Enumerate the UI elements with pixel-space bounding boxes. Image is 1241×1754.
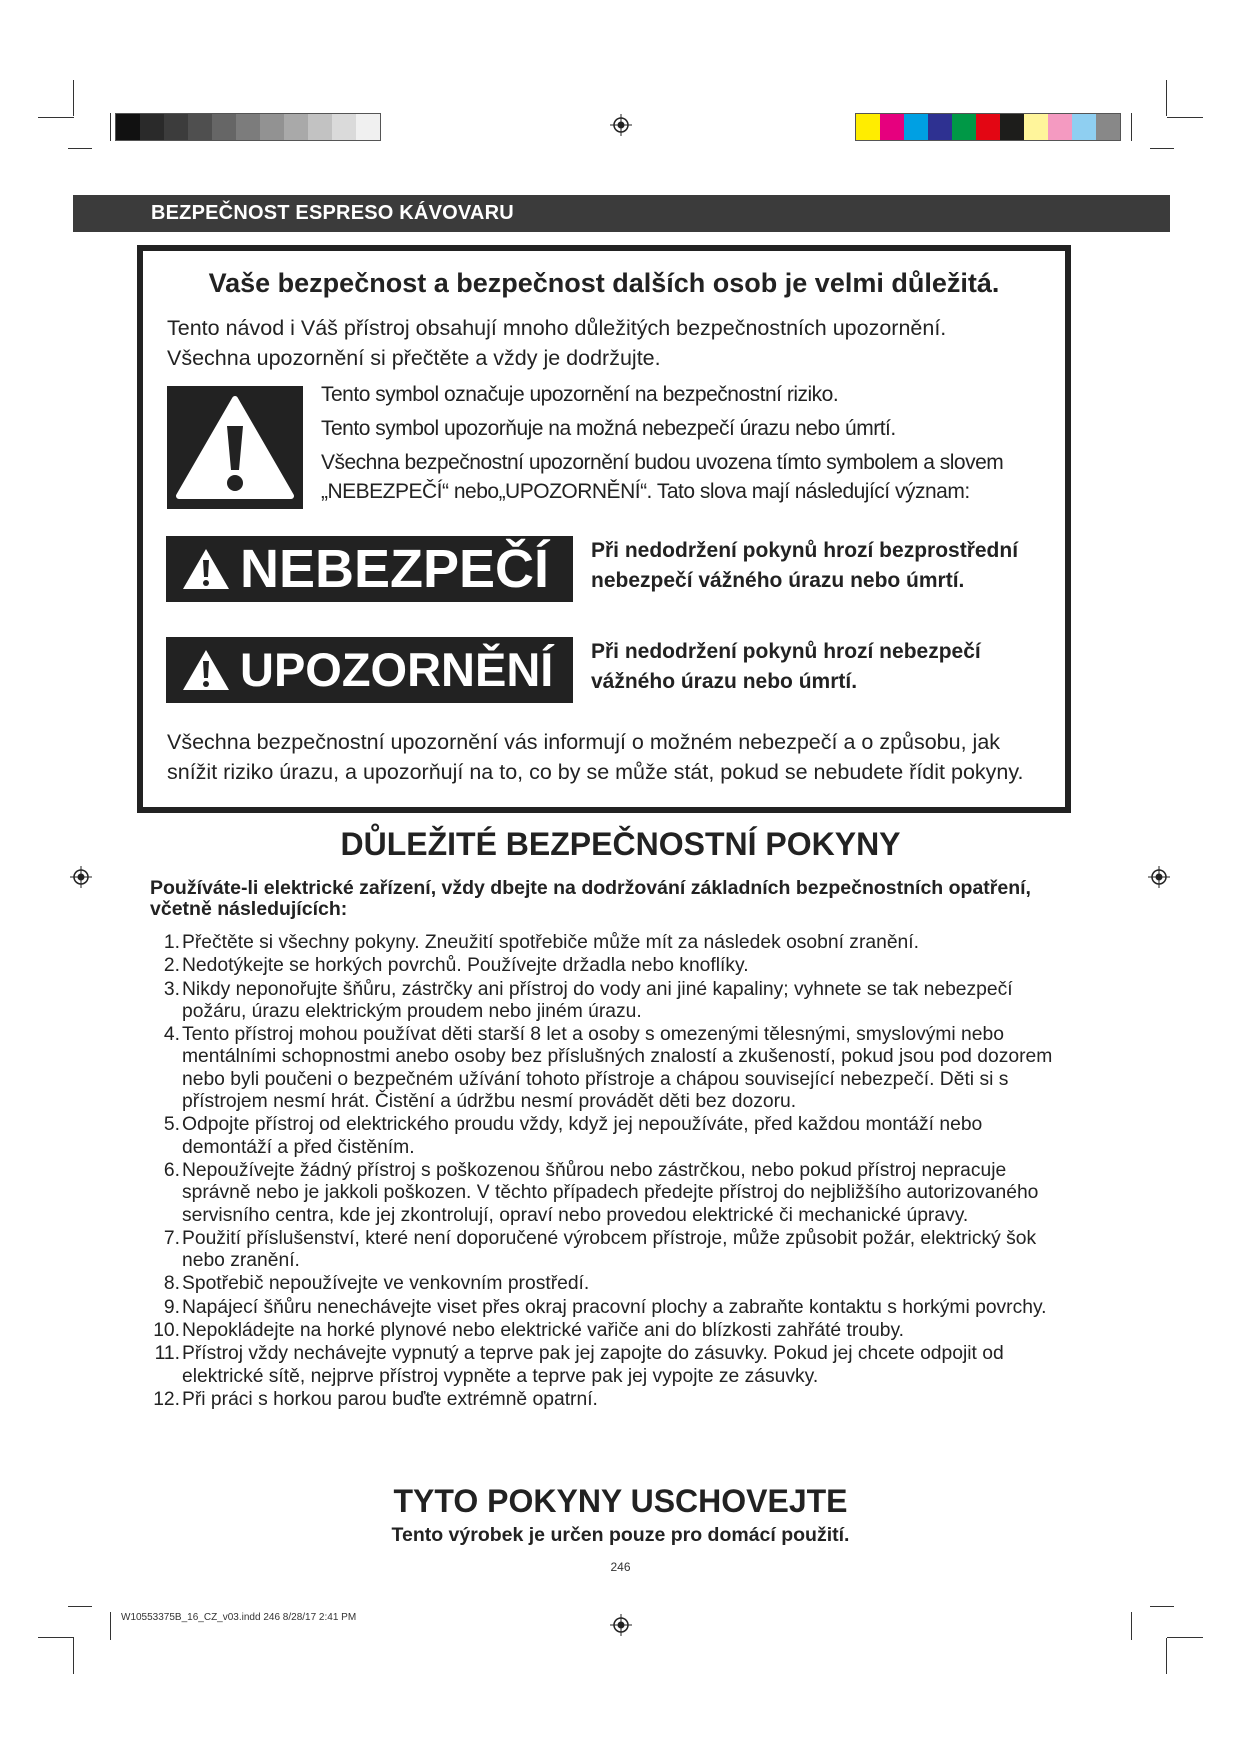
danger-signal-label [166, 536, 573, 602]
crop-mark [73, 1638, 74, 1674]
print-slug: W10553375B_16_CZ_v03.indd 246 8/28/17 2:41 PM [121, 1612, 357, 1623]
item-number: 7. [163, 1227, 180, 1249]
color-calibration-bar [855, 113, 1121, 141]
color-swatch [904, 114, 928, 140]
safety-alert-symbol [167, 386, 303, 509]
item-text: Spotřebič nepoužívejte ve venkovním prostředí. [182, 1273, 590, 1295]
item-text: Nepoužívejte žádný přístroj s poškozenou šňůrou nebo zástrčkou, nebo pokud přístroj nepracuje správně nebo je jakkoli poškozen. V těchto případech předejte přístroj do nejbližšího autorizovaného servisního centra, kde jej zkontrolují, opraví nebo provedou elektrické či mechanické úpravy. [182, 1159, 1039, 1226]
item-text: Přístroj vždy nechávejte vypnutý a teprve pak jej zapojte do zásuvky. Pokud jej chcete odpojit od elektrické sítě, nejprve přístroj vypněte a teprve pak jej vypojte ze zásuvky. [182, 1343, 1004, 1387]
crop-mark [1166, 80, 1167, 116]
color-swatch [332, 114, 356, 140]
color-swatch [952, 114, 976, 140]
item-text: Nepokládejte na horké plynové nebo elektrické vařiče ani do blízkosti zahřáté trouby. [182, 1320, 905, 1342]
item-number: 6. [163, 1159, 180, 1181]
list-item [150, 1114, 1070, 1159]
warning-triangle-icon [180, 647, 232, 693]
danger-description-line: Při nedodržení pokynů hrozí bezprostřední [591, 539, 1019, 562]
household-use-note: Tento výrobek je určen pouze pro domácí použití. [391, 1524, 850, 1546]
item-text: Tento přístroj mohou používat děti starší 8 let a osoby s omezenými tělesnými, smyslovými nebo mentálními schopnostmi anebo osoby bez příslušných znalostí a zkušeností, pokud jsou pod dozorem nebo byli poučeni o bezpečném užívání tohoto přístroje a chápou související nebezpečí. Děti si s přístrojem nesmí hrát. Čistění a údržbu nesmí provádět děti bez dozoru. [182, 1024, 1053, 1113]
color-swatch [856, 114, 880, 140]
symbol-description-line: „NEBEZPEČÍ“ nebo„UPOZORNĚNÍ“. Tato slova mají následující význam: [321, 480, 970, 503]
danger-description-line: nebezpečí vážného úrazu nebo úmrtí. [591, 569, 965, 592]
crop-mark [110, 113, 111, 141]
crop-mark [38, 1637, 74, 1638]
crop-mark [1167, 117, 1203, 118]
color-swatch [1024, 114, 1048, 140]
color-swatch [260, 114, 284, 140]
item-number: 5. [163, 1114, 180, 1136]
color-swatch [880, 114, 904, 140]
item-number: 2. [163, 955, 180, 977]
crop-mark [68, 148, 92, 149]
item-text: Nedotýkejte se horkých povrchů. Používejte držadla nebo knoflíky. [182, 955, 749, 977]
list-item [150, 1297, 1070, 1319]
item-number: 9. [163, 1296, 180, 1318]
list-item [150, 1228, 1070, 1273]
color-swatch [1000, 114, 1024, 140]
color-swatch [236, 114, 260, 140]
keep-instructions-heading: TYTO POKYNY USCHOVEJTE [393, 1483, 848, 1519]
warning-triangle-icon [167, 386, 303, 509]
warning-description-line: Při nedodržení pokynů hrozí nebezpečí [591, 640, 981, 663]
list-item [150, 955, 1070, 977]
color-swatch [164, 114, 188, 140]
safety-intro-line: Tento návod i Váš přístroj obsahují mnoho důležitých bezpečnostních upozornění. [167, 316, 947, 340]
crop-mark [1150, 1606, 1174, 1607]
color-swatch [1096, 114, 1120, 140]
crop-mark [1150, 148, 1174, 149]
instructions-list [150, 932, 1070, 1412]
safety-notice-box [137, 245, 1071, 813]
crop-mark [1131, 1612, 1132, 1640]
item-number: 12. [153, 1388, 180, 1410]
item-text: Při práci s horkou parou buďte extrémně opatrní. [182, 1388, 598, 1410]
color-swatch [1048, 114, 1072, 140]
symbol-description-line: Všechna bezpečnostní upozornění budou uvozena tímto symbolem a slovem [321, 451, 1004, 474]
safety-closing-line: snížit riziko úrazu, a upozorňují na to, co by se může stát, pokud se nebudete řídit pokyny. [167, 760, 1024, 784]
item-number: 4. [163, 1024, 180, 1046]
warning-description [591, 637, 981, 697]
symbol-description-line: Tento symbol upozorňuje na možná nebezpečí úrazu nebo úmrtí. [321, 417, 896, 440]
item-number: 1. [163, 932, 180, 953]
color-swatch [140, 114, 164, 140]
warning-description-line: vážného úrazu nebo úmrtí. [591, 670, 858, 693]
list-item [150, 1343, 1070, 1388]
warning-triangle-icon [180, 546, 232, 592]
page-number: 246 [610, 1560, 631, 1574]
crop-mark [38, 117, 74, 118]
crop-mark [68, 1606, 92, 1607]
instructions-intro: Používáte-li elektrické zařízení, vždy dbejte na dodržování základních bezpečnostních opatření, včetně následujících: [150, 877, 1031, 920]
safety-box-title: Vaše bezpečnost a bezpečnost dalších osob je velmi důležitá. [208, 268, 1000, 298]
safety-intro-line: Všechna upozornění si přečtěte a vždy je dodržujte. [167, 346, 661, 370]
registration-target-icon [610, 1614, 632, 1636]
registration-target-icon [610, 114, 632, 136]
warning-signal-label [166, 637, 573, 703]
list-item [150, 1320, 1070, 1342]
color-swatch [356, 114, 380, 140]
registration-target-icon [70, 866, 92, 888]
registration-target-icon [1148, 866, 1170, 888]
list-item [150, 979, 1070, 1024]
item-number: 3. [163, 978, 180, 1000]
important-instructions-heading: DŮLEŽITÉ BEZPEČNOSTNÍ POKYNY [340, 826, 901, 862]
item-number: 8. [163, 1273, 180, 1295]
item-text: Přečtěte si všechny pokyny. Zneužití spotřebiče může mít za následek osobní zranění. [182, 932, 919, 953]
crop-mark [1131, 113, 1132, 141]
item-text: Odpojte přístroj od elektrického proudu vždy, když jej nepoužíváte, před každou montáží nebo demontáží a před čistěním. [182, 1114, 983, 1158]
item-text: Použití příslušenství, které není doporučené výrobcem přístroje, může způsobit požár, elektrický šok nebo zranění. [182, 1227, 1037, 1272]
color-swatch [1072, 114, 1096, 140]
list-item [150, 932, 1070, 954]
safety-closing-line: Všechna bezpečnostní upozornění vás informují o možném nebezpečí a o způsobu, jak [167, 730, 1001, 754]
section-header-title: BEZPEČNOST ESPRESO KÁVOVARU [151, 202, 514, 224]
color-swatch [212, 114, 236, 140]
warning-word: UPOZORNĚNÍ [240, 643, 554, 696]
item-number: 10. [153, 1320, 180, 1342]
color-swatch [116, 114, 140, 140]
crop-mark [110, 1612, 111, 1640]
crop-mark [73, 80, 74, 116]
danger-word: NEBEZPEČÍ [240, 539, 550, 599]
item-number: 11. [154, 1343, 180, 1365]
danger-description [591, 536, 1018, 596]
color-swatch [284, 114, 308, 140]
color-swatch [928, 114, 952, 140]
list-item [150, 1024, 1070, 1113]
grayscale-calibration-bar [115, 113, 381, 141]
item-text: Nikdy neponořujte šňůru, zástrčky ani přístroj do vody ani jiné kapaliny; vyhnete se tak nebezpečí požáru, úrazu elektrickým proudem nebo jiném úrazu. [182, 978, 1013, 1022]
list-item [150, 1273, 1070, 1295]
symbol-description-line: Tento symbol označuje upozornění na bezpečnostní riziko. [321, 383, 839, 406]
section-header-bar [73, 195, 1170, 232]
crop-mark [1167, 1637, 1203, 1638]
color-swatch [188, 114, 212, 140]
list-item [150, 1389, 1070, 1411]
color-swatch [976, 114, 1000, 140]
list-item [150, 1160, 1070, 1227]
item-text: Napájecí šňůru nenechávejte viset přes okraj pracovní plochy a zabraňte kontaktu s horkými povrchy. [182, 1296, 1047, 1318]
crop-mark [1166, 1638, 1167, 1674]
color-swatch [308, 114, 332, 140]
